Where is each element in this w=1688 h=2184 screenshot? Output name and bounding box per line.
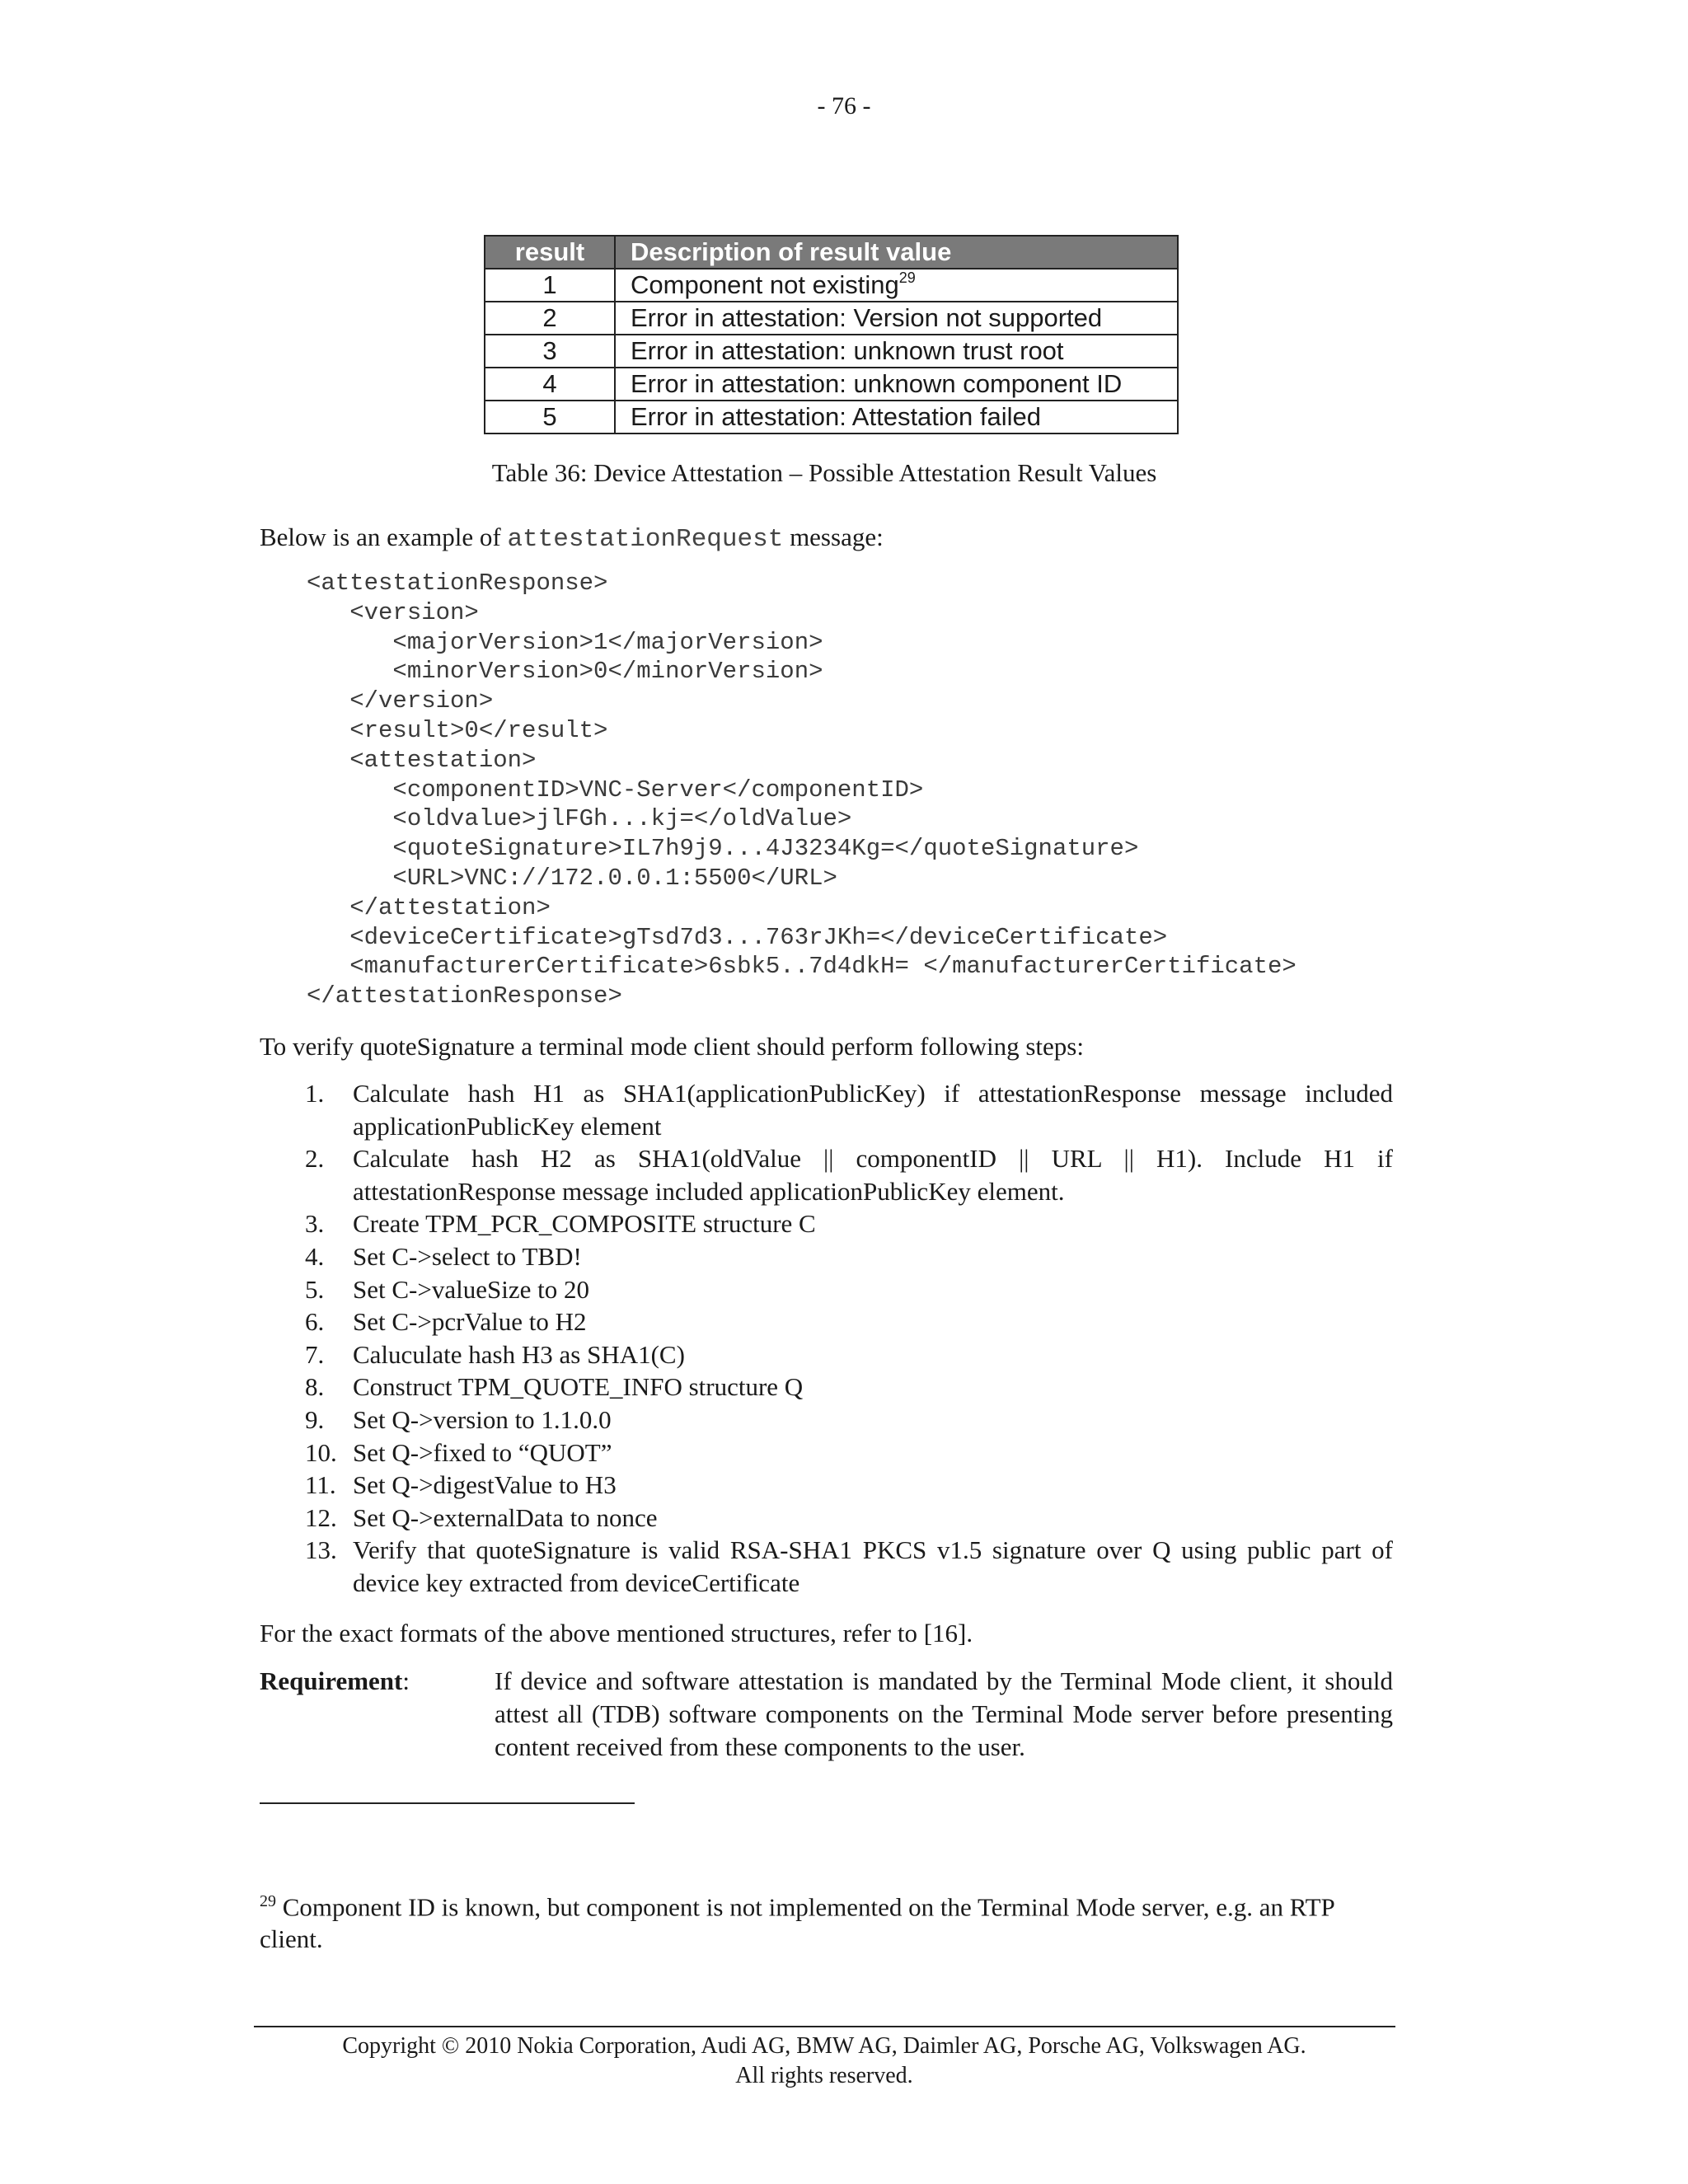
step-number: 8. xyxy=(305,1372,325,1402)
footer-divider xyxy=(254,2026,1395,2027)
list-item xyxy=(305,1240,1393,1273)
step-text: Set Q->externalData to nonce xyxy=(353,1502,658,1532)
table-row xyxy=(485,335,1178,368)
step-text: Set Q->fixed to “QUOT” xyxy=(353,1437,612,1467)
step-number: 10. xyxy=(305,1437,337,1467)
column-header-description: Description of result value xyxy=(615,236,1178,269)
list-item xyxy=(305,1338,1393,1371)
code-line: <manufacturerCertificate>6sbk5..7d4dkH= </manufacturerCertificate> xyxy=(307,953,1296,981)
list-item xyxy=(305,1404,1393,1436)
code-line: <oldvalue>jlFGh...kj=</oldValue> xyxy=(307,805,852,833)
rights-line: All rights reserved. xyxy=(735,2063,913,2088)
list-item xyxy=(305,1502,1393,1535)
step-number: 13. xyxy=(305,1535,337,1565)
footnote xyxy=(260,1886,1393,1955)
step-text: Caluculate hash H3 as SHA1(C) xyxy=(353,1339,685,1369)
description-cell: Error in attestation: Attestation failed xyxy=(615,401,1178,434)
step-text: Set C->valueSize to 20 xyxy=(353,1274,589,1304)
code-line: <attestationResponse> xyxy=(307,569,608,597)
list-item xyxy=(305,1436,1393,1469)
description-cell: Error in attestation: unknown trust root xyxy=(615,335,1178,368)
result-values-table xyxy=(484,235,1179,434)
table-row xyxy=(485,368,1178,401)
list-item xyxy=(305,1273,1393,1306)
column-header-result: result xyxy=(485,236,615,269)
code-line: </attestationResponse> xyxy=(307,982,622,1010)
code-line: <attestation> xyxy=(307,746,537,774)
result-cell: 3 xyxy=(485,335,615,368)
code-line: <quoteSignature>IL7h9j9...4J3234Kg=</quoteSignature> xyxy=(307,835,1139,863)
code-line: <version> xyxy=(307,598,479,626)
page-number: - 76 - xyxy=(817,92,871,120)
step-number: 1. xyxy=(305,1079,325,1108)
result-cell: 1 xyxy=(485,269,615,302)
step-text: Set Q->digestValue to H3 xyxy=(353,1470,617,1500)
footnote-ref: 29 xyxy=(898,269,916,286)
requirement-colon: : xyxy=(402,1666,410,1695)
code-line: <minorVersion>0</minorVersion> xyxy=(307,658,823,686)
list-item xyxy=(305,1534,1393,1599)
description-cell: Error in attestation: Version not supported xyxy=(615,302,1178,335)
requirement-label xyxy=(260,1665,410,1698)
list-item xyxy=(305,1077,1393,1142)
list-item xyxy=(305,1469,1393,1502)
list-item xyxy=(305,1142,1393,1207)
table-header-row xyxy=(485,236,1178,269)
result-cell: 4 xyxy=(485,368,615,401)
step-text: Calculate hash H1 as SHA1(applicationPublicKey) if attestationResponse message included applicationPublicKey element xyxy=(353,1079,1393,1141)
list-item xyxy=(305,1207,1393,1240)
footnote-text: Component ID is known, but component is not implemented on the Terminal Mode server, e.g. an RTP client. xyxy=(260,1892,1334,1954)
description-cell xyxy=(615,269,1178,302)
step-number: 3. xyxy=(305,1209,325,1239)
step-text: Set C->select to TBD! xyxy=(353,1241,582,1271)
step-number: 4. xyxy=(305,1241,325,1271)
step-text: Construct TPM_QUOTE_INFO structure Q xyxy=(353,1372,804,1402)
result-cell: 2 xyxy=(485,302,615,335)
formats-note: For the exact formats of the above mentioned structures, refer to [16]. xyxy=(260,1619,973,1647)
table-caption: Table 36: Device Attestation – Possible Attestation Result Values xyxy=(491,458,1157,487)
code-line: <deviceCertificate>gTsd7d3...763rJKh=</deviceCertificate> xyxy=(307,923,1168,951)
description-text: Component not existing xyxy=(631,270,899,299)
step-number: 9. xyxy=(305,1404,325,1434)
step-text: Calculate hash H2 as SHA1(oldValue || componentID || URL || H1). Include H1 if attestationResponse message included applicationPublicKey element. xyxy=(353,1144,1393,1206)
list-item xyxy=(305,1305,1393,1338)
result-cell: 5 xyxy=(485,401,615,434)
step-number: 5. xyxy=(305,1274,325,1304)
verification-steps-list xyxy=(305,1077,1393,1600)
step-text: Set C->pcrValue to H2 xyxy=(353,1307,587,1337)
step-number: 6. xyxy=(305,1307,325,1337)
code-line: </attestation> xyxy=(307,893,551,921)
code-line: <URL>VNC://172.0.0.1:5500</URL> xyxy=(307,864,837,892)
copyright-line: Copyright © 2010 Nokia Corporation, Audi AG, BMW AG, Daimler AG, Porsche AG, Volkswagen AG. xyxy=(342,2033,1306,2059)
code-line: </version> xyxy=(307,687,494,715)
step-number: 7. xyxy=(305,1339,325,1369)
step-number: 2. xyxy=(305,1144,325,1174)
table-row xyxy=(485,269,1178,302)
step-number: 12. xyxy=(305,1502,337,1532)
intro-paragraph xyxy=(260,521,1393,556)
verify-intro: To verify quoteSignature a terminal mode client should perform following steps: xyxy=(260,1032,1084,1061)
step-text: Set Q->version to 1.1.0.0 xyxy=(353,1404,612,1434)
code-line: <majorVersion>1</majorVersion> xyxy=(307,628,823,656)
footnote-divider xyxy=(260,1802,635,1804)
code-line: <componentID>VNC-Server</componentID> xyxy=(307,776,924,804)
step-number: 11. xyxy=(305,1470,336,1500)
intro-text-before: Below is an example of xyxy=(260,523,508,551)
footnote-marker: 29 xyxy=(260,1892,276,1910)
intro-code: attestationRequest xyxy=(507,525,784,554)
requirement-text: If device and software attestation is mandated by the Terminal Mode client, it should attest all (TDB) software components on the Terminal Mode server before presenting content received from these components to the user. xyxy=(495,1666,1393,1761)
table-row xyxy=(485,401,1178,434)
step-text: Create TPM_PCR_COMPOSITE structure C xyxy=(353,1209,816,1239)
step-text: Verify that quoteSignature is valid RSA-SHA1 PKCS v1.5 signature over Q using public part of device key extracted from deviceCertificate xyxy=(353,1535,1393,1597)
xml-code-block xyxy=(307,569,1296,1011)
page-footer xyxy=(0,2032,1648,2091)
code-line: <result>0</result> xyxy=(307,716,608,744)
description-cell: Error in attestation: unknown component ID xyxy=(615,368,1178,401)
requirement-label-text: Requirement xyxy=(260,1666,403,1695)
table-row xyxy=(485,302,1178,335)
intro-text-after: message: xyxy=(783,523,884,551)
list-item xyxy=(305,1371,1393,1404)
